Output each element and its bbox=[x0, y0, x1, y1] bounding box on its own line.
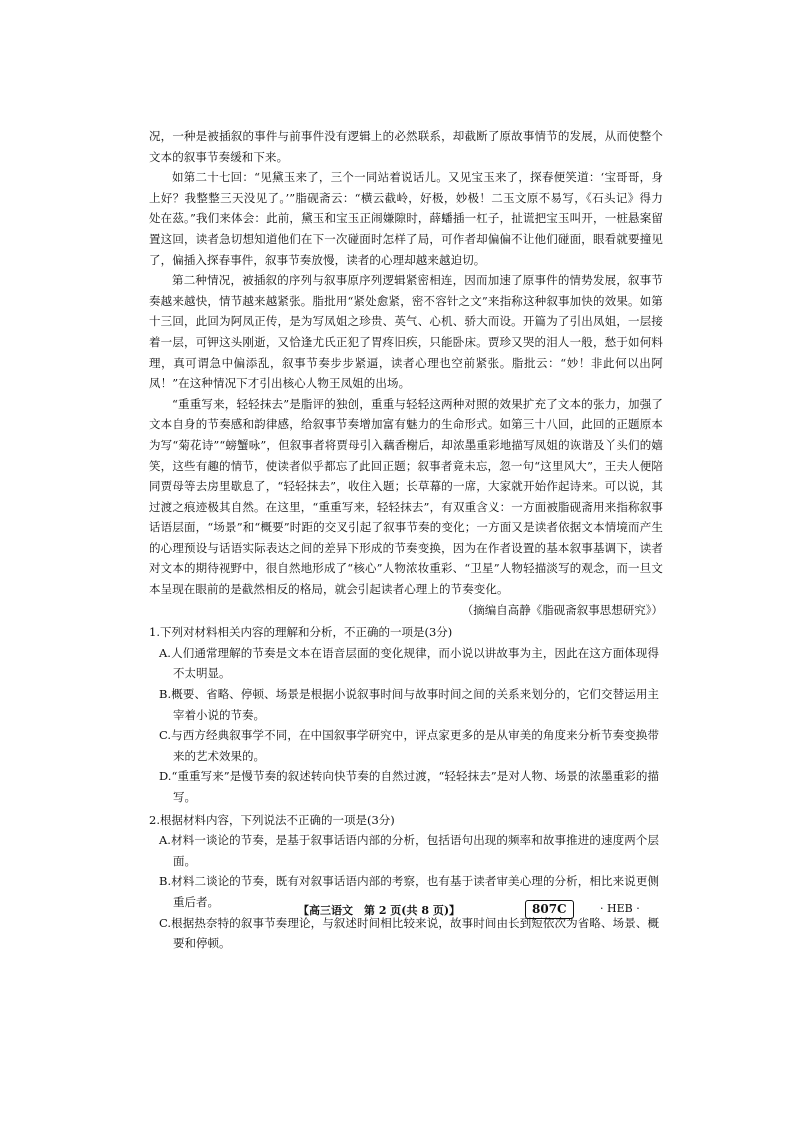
option-b: B.概要、省略、停顿、场景是根据小说叙事时间与故事时间之间的关系来划分的，它们交替运用主宰着小说的节奏。 bbox=[159, 687, 659, 722]
passage-paragraph-3: 第二种情况，被插叙的序列与叙事原序列逻辑紧密相连，因而加速了原事件的情势发展，叙事节奏越来越快，情节越来越紧张。脂批用“紧处愈紧，密不容针之文”来指称这种叙事加快的效果。如第十三回，此回为阿凤正传，是为写凤姐之珍贵、英气、心机、骄大而设。开篇为了引出凤姐，一层接着一层，可钾这头刚逝，又恰逢尤氏正犯了胃疼旧疾，只能卧床。贾珍又哭的泪人一般，愁于如何料理，真可谓急中偏添乱，叙事节奏步步紧逼，读者心理也空前紧张。脂批云：“妙！非此何以出阿凤！”在这种情况下才引出核心人物王凤姐的出场。 bbox=[149, 273, 663, 391]
exam-code-badge: 807C bbox=[525, 900, 574, 919]
option-c: C.与西方经典叙事学不同，在中国叙事学研究中，评点家更多的是从审美的角度来分析节奏变换带来的艺术效果的。 bbox=[159, 728, 659, 763]
question-stem: 1.下列对材料相关内容的理解和分析，不正确的一项是(3分) bbox=[149, 625, 453, 640]
option-a: A.材料一谈论的节奏，是基于叙事话语内部的分析，包括语句出现的频率和故事推进的速度两个层面。 bbox=[159, 833, 659, 868]
option-c: C.根据热奈特的叙事节奏理论，与叙述时间相比较来说，故事时间由长到短依次为省略、场景、概要和停顿。 bbox=[159, 915, 659, 951]
exam-tag: · HEB · bbox=[600, 902, 640, 915]
option-a: A.人们通常理解的节奏是文本在语音层面的变化规律，而小说以讲故事为主，因此在这方面体现得不太明显。 bbox=[159, 645, 659, 681]
question-1 bbox=[149, 622, 663, 807]
passage-paragraph-1: 况，一种是被插叙的事件与前事件没有逻辑上的必然联系，却截断了原故事情节的发展，从而使整个文本的叙事节奏缓和下来。 bbox=[149, 129, 663, 164]
page-info: 【高三语文 第 2 页(共 8 页)】 bbox=[298, 904, 461, 917]
question-2 bbox=[149, 810, 663, 954]
passage-source: （摘编自高静《脂砚斋叙事思想研究》） bbox=[461, 602, 663, 617]
option-d: D.“重重写来”是慢节奏的叙述转向快节奏的自然过渡，“轻轻抹去”是对人物、场景的浓墨重彩的描写。 bbox=[159, 769, 659, 804]
option-b: B.材料二谈论的节奏，既有对叙事话语内部的考察，也有基于读者审美心理的分析，相比来说更侧重后者。 bbox=[159, 874, 659, 909]
page-footer bbox=[0, 900, 794, 922]
passage-paragraph-2: 如第二十七回：“见黛玉来了，三个一同站着说话儿。又见宝玉来了，探春便笑道：‘宝哥哥，身上好？我整整三天没见了。’”脂砚斋云：“横云截岭，好极，妙极！二玉文原不易写，《石头记》得力处在茲。”我们来体会：此前，黛玉和宝玉正闹嫌隙时，薛蟠插一杠子，扯谎把宝玉叫开，一桩悬案留置这回，读者急切想知道他们在下一次碰面时怎样了局，可作者却偏偏不让他们碰面，眼看就要撞见了，偏插入探春事件，叙事节奏放慢，读者的心理却越来越迫切。 bbox=[149, 170, 663, 267]
passage-paragraph-4: “重重写来，轻轻抹去”是脂评的独创，重重与轻轻这两种对照的效果扩充了文本的张力，加强了文本自身的节奏感和韵律感，给叙事节奏增加富有魅力的生命形式。如第三十八回，此回的正题原本为写“菊花诗”“螃蟹咏”，但叙事者将贾母引入藕香榭后，却浓墨重彩地描写凤姐的诙谐及丫头们的嬉笑，这些有趣的情节，使读者似乎都忘了此回正题；叙事者竟未忘，忽一句“这里风大”，王夫人便陪同贾母等去房里歇息了，“轻轻抹去”，收住入题；长草幕的一席，大家就开始作起诗来。可以说，其过渡之痕迹极其自然。在这里，“重重写来，轻轻抹去”，有双重含义：一方面被脂砚斋用来指称叙事话语层面，“场景”和“概要”时距的交叉引起了叙事节奏的变化；一方面又是读者依据文本情境而产生的心理预设与话语实际表达之间的差异下形成的节奏变换，因为在作者设置的基本叙事基调下，读者对文本的期待视野中，很自然地形成了“核心”人物浓妆重彩、“卫星”人物轻描淡写的观念，而一旦文本呈现在眼前的是截然相反的格局，就会引起读者心理上的节奏变化。 bbox=[149, 396, 663, 597]
question-stem: 2.根据材料内容，下列说法不正确的一项是(3分) bbox=[149, 812, 395, 827]
page-content bbox=[149, 126, 663, 954]
